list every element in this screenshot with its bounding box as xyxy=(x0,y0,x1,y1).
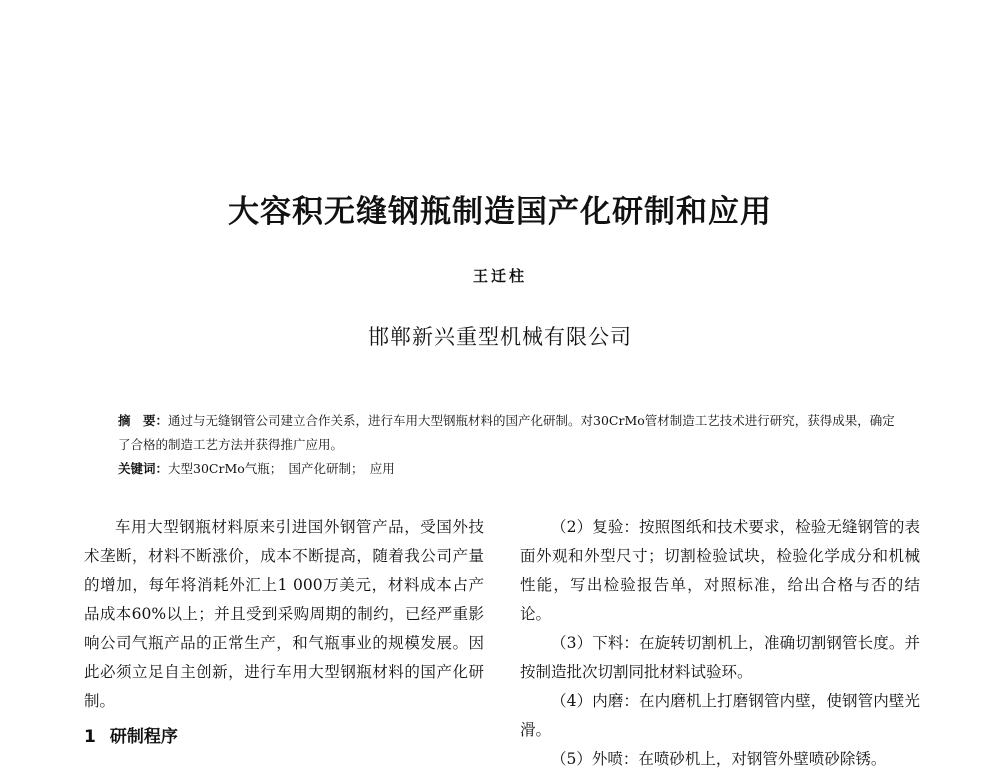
author-affiliation: 邯郸新兴重型机械有限公司 xyxy=(368,325,632,349)
keywords-paragraph xyxy=(118,457,898,481)
section-1-heading xyxy=(84,722,178,747)
author-name: 王迁柱 xyxy=(472,267,527,285)
section-1-number: 1 xyxy=(84,727,96,747)
step-2-paragraph: （2）复验：按照图纸和技术要求，检验无缝钢管的表面外观和外型尺寸；切割检验试块，检验化学成分和机械性能，写出检验报告单，对照标准，给出合格与否的结论。 xyxy=(520,518,920,623)
step-3-paragraph: （3）下料：在旋转切割机上，准确切割钢管长度。并按制造批次切割同批材料试验环。 xyxy=(520,634,920,681)
keywords-label: 关键词： xyxy=(118,461,169,476)
paper-title: 大容积无缝钢瓶制造国产化研制和应用 xyxy=(228,194,772,230)
section-1-title: 研制程序 xyxy=(109,727,178,747)
left-column xyxy=(84,513,484,716)
keywords-text: 大型30CrMo气瓶； 国产化研制； 应用 xyxy=(168,461,395,476)
abstract-block xyxy=(118,409,898,481)
step-4-paragraph: （4）内磨：在内磨机上打磨钢管内壁，使钢管内壁光滑。 xyxy=(520,692,920,739)
abstract-text: 通过与无缝钢管公司建立合作关系，进行车用大型钢瓶材料的国产化研制。对30CrMo管材制造工艺技术进行研究，获得成果，确定了合格的制造工艺方法并获得推广应用。 xyxy=(118,413,895,452)
abstract-label: 摘 要： xyxy=(118,413,169,428)
right-column xyxy=(520,513,920,774)
abstract-paragraph xyxy=(118,409,898,457)
step-5-paragraph: （5）外喷：在喷砂机上，对钢管外壁喷砂除锈。 xyxy=(551,750,887,768)
intro-paragraph: 车用大型钢瓶材料原来引进国外钢管产品，受国外技术垄断，材料不断涨价，成本不断提高，随着我公司产量的增加，每年将消耗外汇上1 000万美元，材料成本占产品成本60%以上；并且受到采购周期的制约，已经严重影响公司气瓶产品的正常生产，和气瓶事业的规模发展。因此必须立足自主创新，进行车用大型钢瓶材料的国产化研制。 xyxy=(84,518,484,710)
